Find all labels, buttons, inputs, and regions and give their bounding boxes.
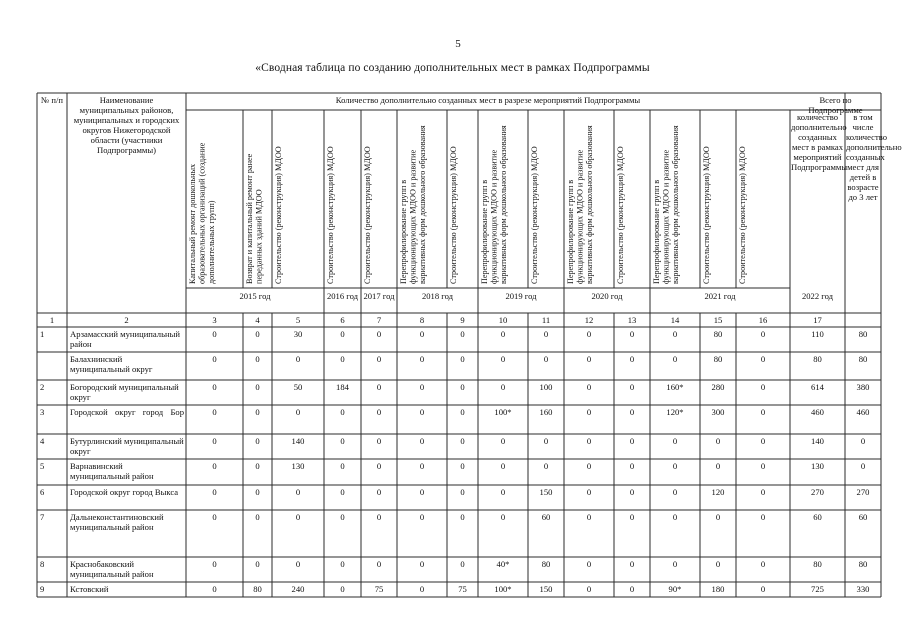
table-cell: 0 [212, 382, 217, 392]
table-cell: 75 [458, 584, 467, 594]
column-number: 1 [49, 315, 55, 325]
table-cell: 0 [629, 354, 635, 364]
table-cell: 0 [212, 329, 217, 339]
column-number: 16 [758, 315, 768, 325]
row-number: 3 [40, 407, 45, 417]
table-cell: 160 [539, 407, 553, 417]
table-cell: 0 [212, 584, 217, 594]
table-cell: 130 [811, 461, 824, 471]
header-activity-9: Строительство (реконструкция) МДОО [449, 146, 458, 284]
column-number: 2 [124, 315, 129, 325]
table-cell: 0 [419, 436, 425, 446]
header-activity-15: Строительство (реконструкция) МДОО [702, 146, 711, 284]
table-cell: 0 [860, 461, 866, 471]
row-name: Бутурлинский муниципальный округ [70, 436, 184, 456]
table-cell: 0 [340, 512, 345, 522]
header-total-under3: в том числе количество дополнительно созданных мест для детей в возрасте до 3 лет [846, 112, 902, 202]
year-label: 2017 год [363, 291, 395, 301]
table-cell: 0 [629, 436, 635, 446]
table-cell: 0 [760, 461, 766, 471]
table-cell: 0 [419, 487, 425, 497]
table-cell: 0 [340, 487, 345, 497]
header-activity-16: Строительство (реконструкция) МДОО [738, 146, 747, 284]
table-cell: 0 [672, 559, 678, 569]
column-number: 10 [498, 315, 508, 325]
table-cell: 0 [255, 354, 260, 364]
table-cell: 0 [460, 461, 465, 471]
table-cell: 80 [541, 559, 551, 569]
table-cell: 0 [760, 559, 766, 569]
table-cell: 0 [543, 436, 549, 446]
header-activity-8: Перепрофилирование групп в функционирующих МДОО и развитие вариативных форм дошкольного образования [399, 125, 427, 284]
year-label: 2019 год [505, 291, 537, 301]
table-cell: 0 [419, 461, 425, 471]
table-cell: 150 [539, 487, 553, 497]
table-cell: 0 [376, 407, 382, 417]
table-cell: 100* [494, 407, 512, 417]
table-cell: 0 [715, 461, 721, 471]
table-cell: 0 [376, 354, 382, 364]
table-cell: 0 [460, 354, 465, 364]
row-name: Кстовский [70, 584, 109, 594]
table-cell: 0 [760, 382, 766, 392]
table-cell: 0 [340, 354, 345, 364]
table-cell: 0 [586, 461, 592, 471]
table-cell: 0 [376, 436, 382, 446]
table-cell: 100 [539, 382, 553, 392]
table-cell: 280 [711, 382, 725, 392]
table-cell: 0 [586, 382, 592, 392]
table-cell: 80 [858, 329, 868, 339]
table-cell: 0 [295, 559, 301, 569]
table-cell: 0 [340, 436, 345, 446]
table-cell: 80 [253, 584, 262, 594]
column-number: 13 [627, 315, 637, 325]
table-cell: 0 [295, 512, 301, 522]
row-number: 5 [40, 461, 45, 471]
table-cell: 0 [586, 584, 592, 594]
table-cell: 60 [541, 512, 551, 522]
table-cell: 0 [255, 512, 260, 522]
table-cell: 0 [419, 584, 425, 594]
year-label: 2020 год [591, 291, 623, 301]
table-cell: 0 [672, 487, 678, 497]
table-cell: 0 [500, 354, 506, 364]
table-cell: 0 [672, 354, 678, 364]
table-cell: 0 [672, 436, 678, 446]
row-name: Богородский муниципальный округ [70, 382, 179, 402]
row-name: Дальнеконстантиновский муниципальный район [70, 512, 164, 532]
year-label: 2021 год [704, 291, 736, 301]
table-cell: 80 [858, 354, 868, 364]
table-cell: 0 [376, 461, 382, 471]
table-cell: 0 [500, 329, 506, 339]
table-cell: 0 [715, 512, 721, 522]
table-cell: 0 [586, 329, 592, 339]
table-cell: 270 [856, 487, 870, 497]
header-activity-6: Строительство (реконструкция) МДОО [326, 146, 335, 284]
table-cell: 0 [586, 559, 592, 569]
page-number: 5 [455, 38, 461, 50]
table-cell: 130 [291, 461, 305, 471]
header-activity-4: Возврат и капитальный ремонт ранее переданных зданий МДОО [245, 153, 264, 284]
table-cell: 0 [760, 512, 766, 522]
column-number: 9 [460, 315, 465, 325]
table-cell: 0 [500, 461, 506, 471]
column-number: 8 [419, 315, 425, 325]
table-cell: 0 [295, 487, 301, 497]
table-cell: 0 [340, 329, 345, 339]
header-name: Наименование муниципальных районов, муниципальных и городских округов Нижегородской области (участники Подпрограммы) [73, 95, 180, 155]
column-number: 6 [340, 315, 345, 325]
table-cell: 0 [376, 512, 382, 522]
table-cell: 0 [419, 382, 425, 392]
header-total-places: количество дополнительно созданных мест в рамках мероприятий Подпрограммы [791, 112, 848, 172]
table-cell: 0 [629, 487, 635, 497]
table-cell: 0 [419, 559, 425, 569]
table-cell: 0 [586, 407, 592, 417]
table-cell: 0 [543, 329, 549, 339]
table-cell: 330 [856, 584, 870, 594]
table-cell: 0 [212, 354, 217, 364]
table-cell: 60 [858, 512, 868, 522]
table-cell: 0 [460, 382, 465, 392]
header-activity-12: Перепрофилирование групп в функционирующих МДОО и развитие вариативных форм дошкольного образования [566, 125, 594, 284]
table-cell: 0 [419, 407, 425, 417]
table-cell: 160* [666, 382, 684, 392]
header-activity-11: Строительство (реконструкция) МДОО [530, 146, 539, 284]
row-name: Городской округ город Выкса [70, 487, 179, 497]
header-activity-14: Перепрофилирование групп в функционирующих МДОО и развитие вариативных форм дошкольного образования [652, 125, 680, 284]
column-number: 12 [584, 315, 594, 325]
column-number: 4 [255, 315, 260, 325]
header-activity-10: Перепрофилирование групп в функционирующих МДОО и развитие вариативных форм дошкольного образования [480, 125, 508, 284]
table-cell: 0 [760, 487, 766, 497]
table-cell: 75 [374, 584, 384, 594]
table-cell: 0 [212, 512, 217, 522]
table-cell: 0 [629, 382, 635, 392]
table-cell: 0 [255, 382, 260, 392]
table-cell: 0 [340, 407, 345, 417]
table-cell: 0 [460, 512, 465, 522]
row-number: 9 [40, 584, 45, 594]
table-cell: 0 [500, 382, 506, 392]
table-cell: 0 [760, 407, 766, 417]
header-total: Всего по Подпрограмме [808, 95, 863, 115]
table-cell: 0 [586, 487, 592, 497]
table-cell: 240 [291, 584, 305, 594]
table-cell: 0 [212, 407, 217, 417]
row-name: Балахнинский муниципальный округ [70, 354, 153, 374]
year-label: 2022 год [801, 291, 834, 301]
table-cell: 0 [212, 461, 217, 471]
table-cell: 0 [340, 461, 345, 471]
row-name: Городской округ город Бор [70, 407, 184, 417]
year-label: 2018 год [421, 291, 454, 301]
table-cell: 80 [713, 354, 723, 364]
table-cell: 0 [586, 354, 592, 364]
table-cell: 725 [811, 584, 824, 594]
table-cell: 0 [629, 329, 635, 339]
table-cell: 0 [419, 329, 425, 339]
table-cell: 614 [811, 382, 824, 392]
table-cell: 0 [860, 436, 866, 446]
table-cell: 0 [586, 436, 592, 446]
table-cell: 0 [500, 487, 506, 497]
header-activity-7: Строительство (реконструкция) МДОО [363, 146, 372, 284]
header-activity-13: Строительство (реконструкция) МДОО [616, 146, 625, 284]
table-cell: 0 [586, 512, 592, 522]
column-number: 17 [813, 315, 822, 325]
table-cell: 80 [713, 329, 723, 339]
header-activities-group: Количество дополнительно созданных мест в разрезе мероприятий Подпрограммы [335, 95, 641, 105]
table-cell: 100* [494, 584, 512, 594]
table-cell: 0 [715, 436, 721, 446]
table-cell: 460 [856, 407, 870, 417]
column-number: 15 [713, 315, 723, 325]
table-cell: 110 [811, 329, 824, 339]
table-cell: 0 [255, 436, 260, 446]
table-cell: 0 [760, 436, 766, 446]
table-cell: 80 [813, 559, 822, 569]
column-number: 5 [295, 315, 301, 325]
table-cell: 0 [419, 354, 425, 364]
table-cell: 60 [813, 512, 822, 522]
row-number: 1 [40, 329, 45, 339]
table-cell: 120 [711, 487, 725, 497]
table-cell: 0 [212, 436, 217, 446]
table-cell: 0 [255, 407, 260, 417]
table-cell: 0 [500, 436, 506, 446]
table-cell: 0 [629, 559, 635, 569]
table-cell: 0 [460, 487, 465, 497]
year-label: 2016 год [326, 291, 359, 301]
table-cell: 184 [336, 382, 349, 392]
table-cell: 0 [376, 382, 382, 392]
table-cell: 0 [255, 461, 260, 471]
table-cell: 140 [291, 436, 305, 446]
table-cell: 0 [672, 512, 678, 522]
table-cell: 30 [293, 329, 303, 339]
column-number: 14 [670, 315, 680, 325]
table-cell: 120* [666, 407, 684, 417]
table-cell: 0 [500, 512, 506, 522]
table-cell: 0 [340, 559, 345, 569]
table-cell: 0 [255, 559, 260, 569]
column-number: 7 [376, 315, 382, 325]
header-activity-3: Капитальный ремонт дошкольных образовательных организаций (создание дополнительных групп) [188, 142, 216, 284]
table-cell: 0 [629, 512, 635, 522]
table-cell: 0 [715, 559, 721, 569]
row-number: 4 [40, 436, 45, 446]
table-cell: 0 [760, 354, 766, 364]
table-cell: 0 [212, 487, 217, 497]
table-cell: 0 [376, 487, 382, 497]
year-label: 2015 год [239, 291, 271, 301]
row-name: Арзамасский муниципальный район [70, 329, 180, 349]
table-cell: 0 [629, 461, 635, 471]
table-cell: 140 [811, 436, 824, 446]
row-number: 2 [40, 382, 45, 392]
column-number: 11 [541, 315, 551, 325]
table-cell: 0 [295, 407, 301, 417]
table-cell: 0 [543, 354, 549, 364]
table-cell: 0 [460, 329, 465, 339]
table-cell: 80 [813, 354, 822, 364]
table-cell: 0 [376, 559, 382, 569]
row-number: 7 [40, 512, 45, 522]
table-cell: 380 [856, 382, 870, 392]
table-cell: 0 [760, 329, 766, 339]
table-cell: 460 [811, 407, 824, 417]
table-cell: 0 [419, 512, 425, 522]
table-cell: 150 [539, 584, 553, 594]
table-cell: 90* [668, 584, 682, 594]
table-cell: 0 [255, 329, 260, 339]
table-cell: 0 [672, 461, 678, 471]
table-cell: 0 [460, 436, 465, 446]
table-cell: 80 [858, 559, 868, 569]
table-cell: 0 [212, 559, 217, 569]
table-cell: 0 [543, 461, 549, 471]
table-cell: 0 [340, 584, 345, 594]
table-cell: 180 [711, 584, 725, 594]
header-activity-5: Строительство (реконструкция) МДОО [274, 146, 283, 284]
table-cell: 0 [255, 487, 260, 497]
table-cell: 0 [460, 407, 465, 417]
table-cell: 0 [760, 584, 766, 594]
table-cell: 0 [295, 354, 301, 364]
table-cell: 0 [629, 407, 635, 417]
table-cell: 0 [460, 559, 465, 569]
row-number [37, 354, 67, 380]
row-name: Варнавинский муниципальный район [70, 461, 154, 481]
table-cell: 0 [629, 584, 635, 594]
table-cell: 270 [811, 487, 824, 497]
header-num: № п/п [41, 95, 63, 105]
table-cell: 0 [672, 329, 678, 339]
row-number: 6 [40, 487, 45, 497]
row-name: Краснобаковский муниципальный район [70, 559, 154, 579]
table-cell: 40* [496, 559, 510, 569]
table-cell: 0 [376, 329, 382, 339]
table-cell: 50 [293, 382, 303, 392]
column-number: 3 [212, 315, 217, 325]
table-cell: 300 [711, 407, 725, 417]
document-title: «Сводная таблица по созданию дополнительных мест в рамках Подпрограммы [255, 62, 650, 74]
row-number: 8 [40, 559, 45, 569]
